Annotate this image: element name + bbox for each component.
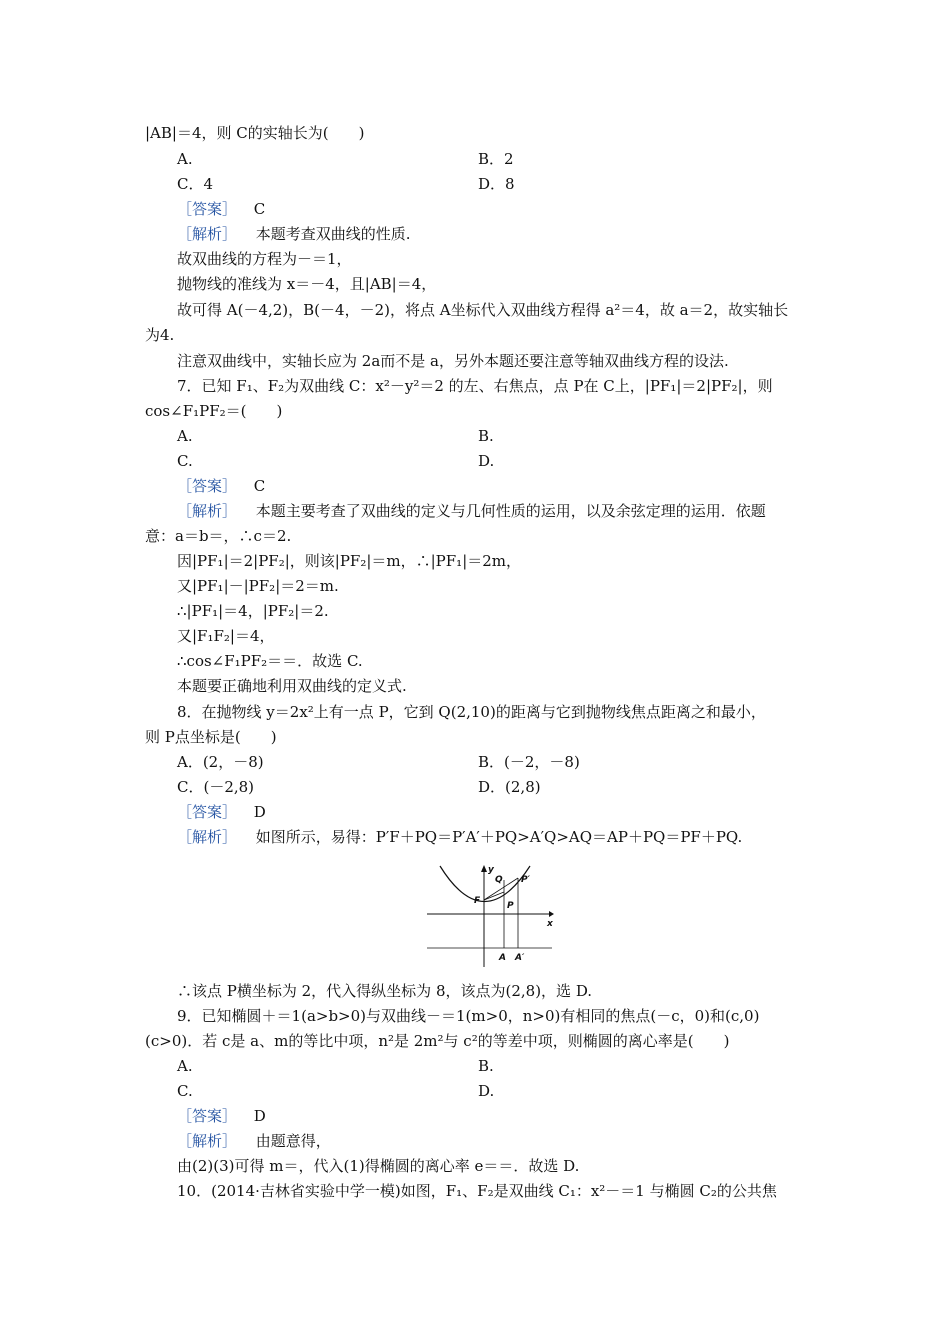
q9-option-c: C. [177, 1082, 193, 1100]
analysis-text: 本题考查双曲线的性质. [255, 225, 411, 243]
q6-analysis-line [177, 225, 411, 243]
q10-stem: 10．(2014·吉林省实验中学一模)如图，F₁、F₂是双曲线 C₁：x²－＝1 与椭圆 C₂的公共焦 [177, 1182, 777, 1200]
q6-option-b: B．2 [478, 150, 514, 168]
q6-stem-tail: |AB|＝4，则 C的实轴长为( ) [145, 124, 365, 142]
q7-stem: cos∠F₁PF₂＝( ) [145, 402, 283, 420]
q8-analysis-line [177, 828, 742, 846]
analysis-text: 本题主要考查了双曲线的定义与几何性质的运用，以及余弦定理的运用．依题 [255, 502, 766, 520]
q7-option-a: A. [177, 427, 193, 445]
q9-option-b: B. [478, 1057, 494, 1075]
q7-solution-note: 本题要正确地利用双曲线的定义式. [177, 677, 407, 695]
q9-analysis-line [177, 1132, 331, 1150]
analysis-tag: ［解析］ [177, 1132, 238, 1150]
label-a-prime: A′ [515, 953, 525, 963]
analysis-tag: ［解析］ [177, 502, 238, 520]
analysis-text: 如图所示，易得：P′F＋PQ＝P′A′＋PQ>A′Q>AQ＝AP＋PQ＝PF＋PQ. [255, 828, 743, 846]
label-f: F [474, 896, 481, 906]
q7-option-b: B. [478, 427, 494, 445]
q6-option-c: C．4 [177, 175, 214, 193]
q6-solution-line: 故可得 A(－4,2)，B(－4，－2)，将点 A坐标代入双曲线方程得 a²＝4，故 a＝2，故实轴长 [177, 301, 789, 319]
answer-value: D [253, 1107, 266, 1125]
q8-stem: 则 P点坐标是( ) [145, 728, 277, 746]
answer-value: C [253, 477, 266, 495]
label-x: x [547, 919, 553, 929]
q6-option-d: D．8 [478, 175, 515, 193]
q7-stem: 7．已知 F₁、F₂为双曲线 C：x²－y²＝2 的左、右焦点，点 P在 C上，|PF₁|＝2|PF₂|，则 [177, 377, 773, 395]
answer-tag: ［答案］ [177, 200, 238, 218]
q8-option-d: D．(2,8) [478, 778, 541, 796]
q7-solution-line: ∴|PF₁|＝4，|PF₂|＝2. [177, 602, 329, 620]
q7-solution-line: ∴cos∠F₁PF₂＝＝．故选 C. [177, 652, 363, 670]
q9-stem: 9．已知椭圆＋＝1(a>b>0)与双曲线－＝1(m>0，n>0)有相同的焦点(－c，0)和(c,0) [177, 1007, 760, 1025]
q8-option-a: A．(2，－8) [177, 753, 264, 771]
q9-stem: (c>0)．若 c是 a、m的等比中项，n²是 2m²与 c²的等差中项，则椭圆的离心率是( ) [145, 1032, 730, 1050]
analysis-tag: ［解析］ [177, 225, 238, 243]
label-p: P [507, 901, 514, 911]
label-q: Q [495, 875, 503, 885]
q6-option-a: A. [177, 150, 193, 168]
answer-value: C [253, 200, 266, 218]
q8-option-c: C．(－2,8) [177, 778, 255, 796]
answer-tag: ［答案］ [177, 1107, 238, 1125]
q7-analysis-line [177, 502, 766, 520]
q7-option-d: D. [478, 452, 495, 470]
answer-value: D [253, 803, 266, 821]
q6-answer-line [177, 200, 265, 218]
q6-solution-line: 抛物线的准线为 x＝－4，且|AB|＝4， [177, 275, 437, 293]
q9-answer-line [177, 1107, 266, 1125]
q7-solution-line: 因|PF₁|＝2|PF₂|，则该|PF₂|＝m，∴|PF₁|＝2m， [177, 552, 522, 570]
label-a: A [499, 953, 506, 963]
q6-solution-line: 为4. [145, 326, 175, 344]
q7-solution-line: 意：a＝b＝，∴c＝2. [145, 527, 292, 545]
q8-answer-line [177, 803, 266, 821]
parabola-figure [422, 862, 562, 972]
q8-solution-line: ∴该点 P横坐标为 2，代入得纵坐标为 8，该点为(2,8)，选 D. [177, 982, 593, 1000]
q9-option-d: D. [478, 1082, 495, 1100]
analysis-text: 由题意得， [255, 1132, 331, 1150]
q7-option-c: C. [177, 452, 193, 470]
q8-stem: 8．在抛物线 y＝2x²上有一点 P，它到 Q(2,10)的距离与它到抛物线焦点距离之和最小， [177, 703, 766, 721]
y-axis-arrow [481, 865, 487, 872]
analysis-tag: ［解析］ [177, 828, 238, 846]
label-y: y [488, 865, 494, 875]
q6-solution-line: 故双曲线的方程为－＝1， [177, 250, 352, 268]
q9-solution-line: 由(2)(3)可得 m＝，代入(1)得椭圆的离心率 e＝＝．故选 D. [177, 1157, 580, 1175]
q7-answer-line [177, 477, 265, 495]
label-p-prime: P′ [521, 875, 530, 885]
q7-solution-line: 又|PF₁|－|PF₂|＝2＝m. [177, 577, 339, 595]
q7-solution-line: 又|F₁F₂|＝4， [177, 627, 275, 645]
q6-solution-note: 注意双曲线中，实轴长应为 2a而不是 a，另外本题还要注意等轴双曲线方程的设法. [177, 352, 729, 370]
x-axis-arrow [549, 911, 554, 917]
q9-option-a: A. [177, 1057, 193, 1075]
q8-option-b: B．(－2，－8) [478, 753, 580, 771]
answer-tag: ［答案］ [177, 803, 238, 821]
answer-tag: ［答案］ [177, 477, 238, 495]
